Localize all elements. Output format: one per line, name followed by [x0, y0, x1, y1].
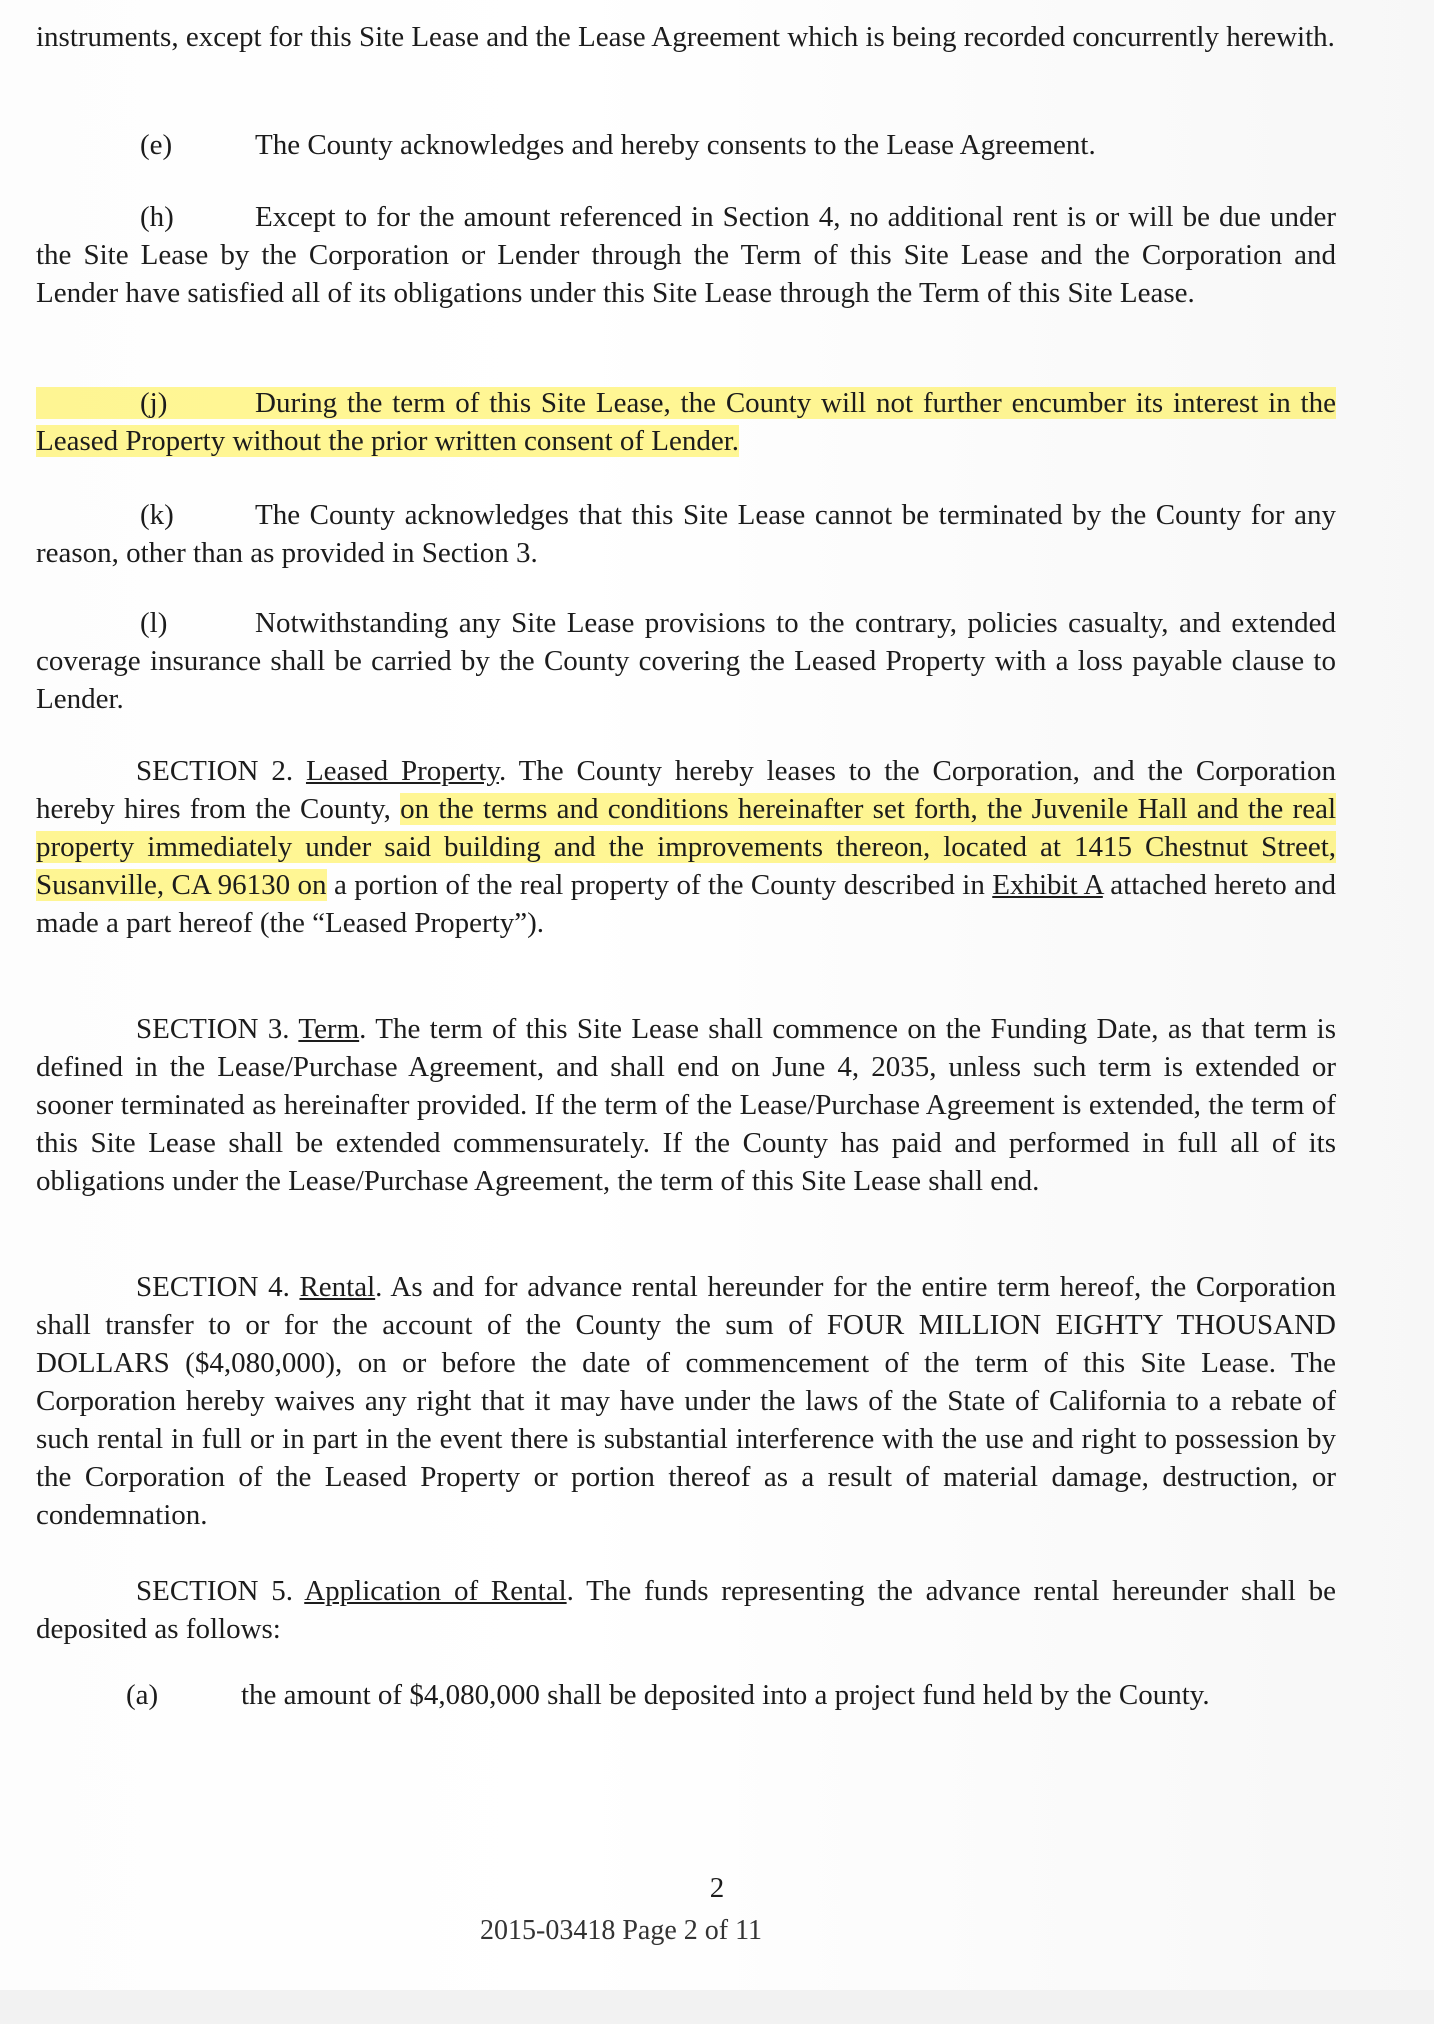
section-5	[36, 1572, 1336, 1648]
section-5-text: . The funds representing the advance rental hereunder shall be deposited as follows:	[36, 1575, 1336, 1645]
paragraph-e-text: The County acknowledges and hereby consents to the Lease Agreement.	[255, 129, 1096, 161]
section-2-text-a: . The County hereby leases to the Corporation, and the Corporation hereby hires from the County,	[36, 755, 1336, 825]
paragraph-j-label: (j)	[140, 387, 168, 419]
paragraph-h-label: (h)	[140, 201, 174, 233]
section-2-text-b: a portion of the real property of the County described in	[333, 869, 985, 901]
section-2-highlighted-text: on the terms and conditions hereinafter set forth, the Juvenile Hall and the real property immediately under said building and the improvements thereon, located at 1415 Chestnut Street, Susanville, CA 96130 on	[36, 793, 1336, 901]
section-2-title: Leased Property	[305, 755, 499, 787]
paragraph-h-text: Except to for the amount referenced in Section 4, no additional rent is or will be due under the Site Lease by the Corporation or Lender through the Term of this Site Lease and the Corporation and Lender have satisfied all of its obligations under this Site Lease through the Term of this Site Lease.	[36, 201, 1336, 309]
section-4	[36, 1268, 1336, 1534]
paragraph-k-text: The County acknowledges that this Site Lease cannot be terminated by the County for any reason, other than as provided in Section 3.	[36, 499, 1336, 569]
paragraph-a	[36, 1676, 1336, 1714]
paragraph-a-label: (a)	[126, 1679, 159, 1711]
section-4-label: SECTION 4.	[136, 1271, 290, 1303]
paragraph-l-text: Notwithstanding any Site Lease provisions to the contrary, policies casualty, and extended coverage insurance shall be carried by the County covering the Leased Property with a loss payable clause to Lender.	[36, 607, 1336, 715]
section-4-title: Rental	[299, 1271, 376, 1303]
scan-edge	[0, 1990, 1434, 2024]
page-number: 2	[709, 1872, 725, 1904]
section-3	[36, 1010, 1336, 1200]
paragraph-intro	[36, 18, 1336, 56]
recording-footer-text: 2015-03418 Page 2 of 11	[480, 1915, 763, 1946]
paragraph-intro-text: instruments, except for this Site Lease and the Lease Agreement which is being recorded concurrently herewith.	[36, 21, 1335, 53]
section-5-label: SECTION 5.	[136, 1575, 294, 1607]
exhibit-a-reference: Exhibit A	[992, 869, 1103, 901]
paragraph-l	[36, 604, 1336, 718]
recording-footer	[480, 1915, 830, 1946]
section-3-title: Term	[298, 1013, 360, 1045]
section-2-text-c: attached hereto and made a part hereof (the “Leased Property”).	[36, 869, 1337, 939]
paragraph-e-label: (e)	[140, 129, 173, 161]
paragraph-l-label: (l)	[140, 607, 168, 639]
paragraph-e	[36, 126, 1336, 164]
paragraph-k	[36, 496, 1336, 572]
section-2-label: SECTION 2.	[136, 755, 294, 787]
section-3-label: SECTION 3.	[136, 1013, 290, 1045]
paragraph-j-text: During the term of this Site Lease, the County will not further encumber its interest in the Leased Property without the prior written consent of Lender.	[36, 387, 1336, 457]
section-5-title: Application of Rental	[304, 1575, 567, 1607]
paragraph-a-text: the amount of $4,080,000 shall be deposited into a project fund held by the County.	[241, 1679, 1210, 1711]
section-4-text: . As and for advance rental hereunder for the entire term hereof, the Corporation shall transfer to or for the account of the County the sum of FOUR MILLION EIGHTY THOUSAND DOLLARS ($4,080,000), on or before the date of commencement of the term of this Site Lease. The Corporation hereby waives any right that it may have under the laws of the State of California to a rebate of such rental in full or in part in the event there is substantial interference with the use and right to possession by the Corporation of the Leased Property or portion thereof as a result of material damage, destruction, or condemnation.	[36, 1271, 1337, 1531]
paragraph-k-label: (k)	[140, 499, 174, 531]
section-2	[36, 752, 1336, 942]
paragraph-j	[36, 384, 1336, 460]
section-3-text: . The term of this Site Lease shall commence on the Funding Date, as that term is defined in the Lease/Purchase Agreement, and shall end on June 4, 2035, unless such term is extended or sooner terminated as hereinafter provided. If the term of the Lease/Purchase Agreement is extended, the term of this Site Lease shall be extended commensurately. If the County has paid and performed in full all of its obligations under the Lease/Purchase Agreement, the term of this Site Lease shall end.	[36, 1013, 1336, 1197]
paragraph-h	[36, 198, 1336, 312]
